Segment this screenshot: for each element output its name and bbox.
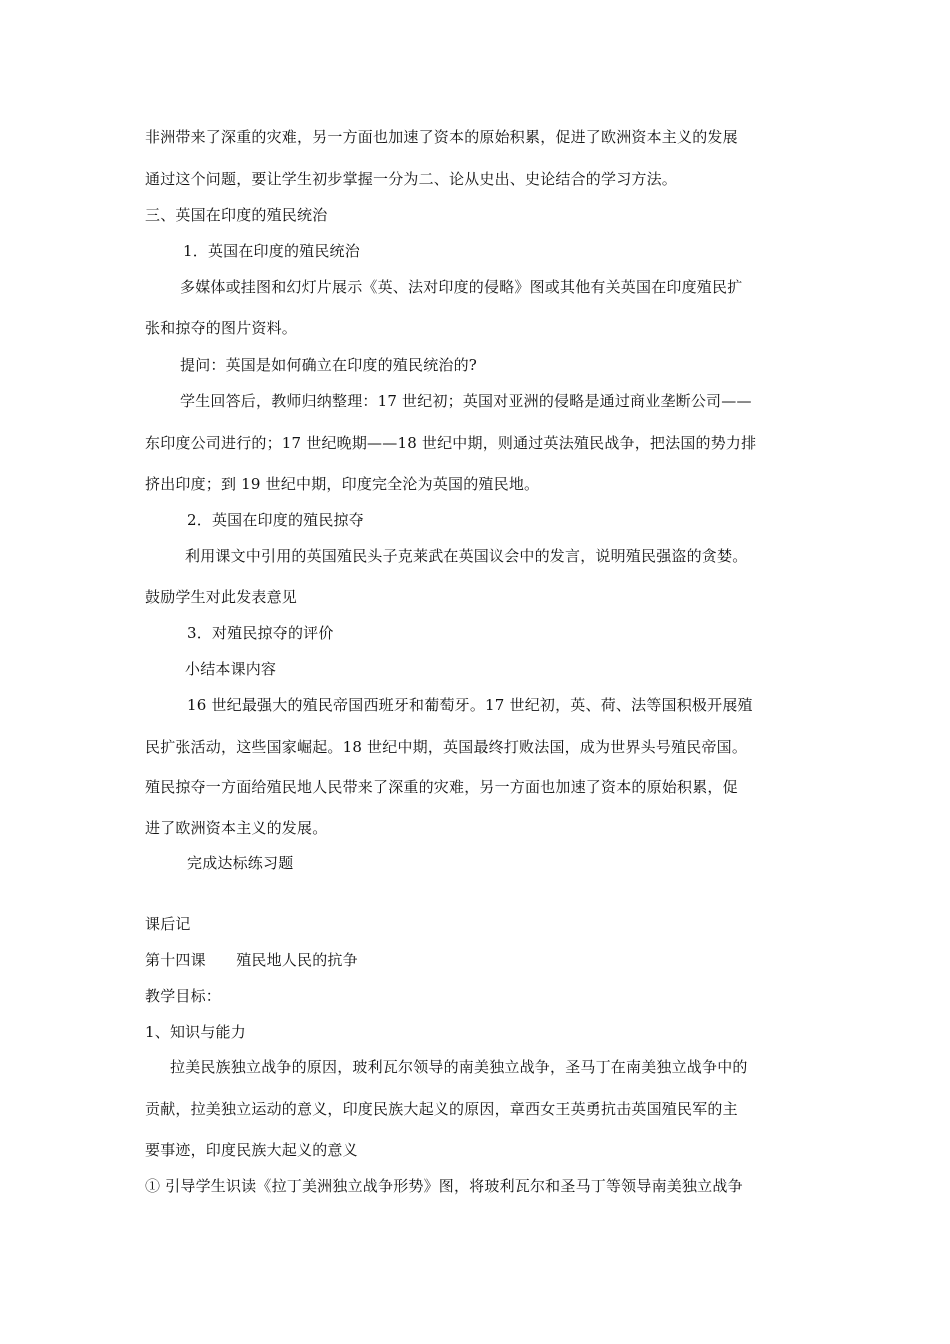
text-line: 提问：英国是如何确立在印度的殖民统治的? (180, 356, 478, 374)
text-line: 通过这个问题，要让学生初步掌握一分为二、论从史出、史论结合的学习方法。 (145, 170, 678, 188)
text-line: 进了欧洲资本主义的发展。 (145, 819, 328, 837)
subsection-heading: 3．对殖民掠夺的评价 (187, 624, 334, 642)
text-line: ① 引导学生识读《拉丁美洲独立战争形势》图，将玻利瓦尔和圣马丁等领导南美独立战争 (145, 1177, 743, 1195)
text-line: 非洲带来了深重的灾难，另一方面也加速了资本的原始积累，促进了欧洲资本主义的发展 (145, 128, 738, 146)
text-line: 鼓励学生对此发表意见 (145, 588, 298, 606)
lesson-title: 第十四课 殖民地人民的抗争 (145, 951, 358, 969)
text-line: 挤出印度；到 19 世纪中期，印度完全沦为英国的殖民地。 (145, 475, 540, 493)
text-line: 学生回答后，教师归纳整理：17 世纪初；英国对亚洲的侵略是通过商业垄断公司—— (180, 392, 752, 410)
text-line: 要事迹，印度民族大起义的意义 (145, 1141, 358, 1159)
subsection-heading: 1．英国在印度的殖民统治 (183, 242, 360, 260)
text-line: 多媒体或挂图和幻灯片展示《英、法对印度的侵略》图或其他有关英国在印度殖民扩 (180, 278, 743, 296)
text-line: 殖民掠夺一方面给殖民地人民带来了深重的灾难，另一方面也加速了资本的原始积累，促 (145, 778, 738, 796)
text-line: 1、知识与能力 (145, 1023, 246, 1041)
text-line: 16 世纪最强大的殖民帝国西班牙和葡萄牙。17 世纪初，英、荷、法等国积极开展殖 (187, 696, 753, 714)
text-line: 完成达标练习题 (187, 854, 294, 872)
section-heading: 三、英国在印度的殖民统治 (145, 206, 328, 224)
text-line: 利用课文中引用的英国殖民头子克莱武在英国议会中的发言，说明殖民强盗的贪婪。 (185, 547, 748, 565)
text-line: 小结本课内容 (185, 660, 277, 678)
text-line: 东印度公司进行的；17 世纪晚期——18 世纪中期，则通过英法殖民战争，把法国的势力排 (145, 434, 757, 452)
text-line: 课后记 (145, 915, 191, 933)
text-line: 贡献，拉美独立运动的意义，印度民族大起义的原因，章西女王英勇抗击英国殖民军的主 (145, 1100, 738, 1118)
subsection-heading: 2．英国在印度的殖民掠夺 (187, 511, 364, 529)
text-line: 拉美民族独立战争的原因，玻利瓦尔领导的南美独立战争，圣马丁在南美独立战争中的 (170, 1058, 748, 1076)
text-line: 教学目标： (145, 987, 222, 1005)
text-line: 张和掠夺的图片资料。 (145, 319, 298, 337)
text-line: 民扩张活动，这些国家崛起。18 世纪中期，英国最终打败法国，成为世界头号殖民帝国。 (145, 738, 748, 756)
